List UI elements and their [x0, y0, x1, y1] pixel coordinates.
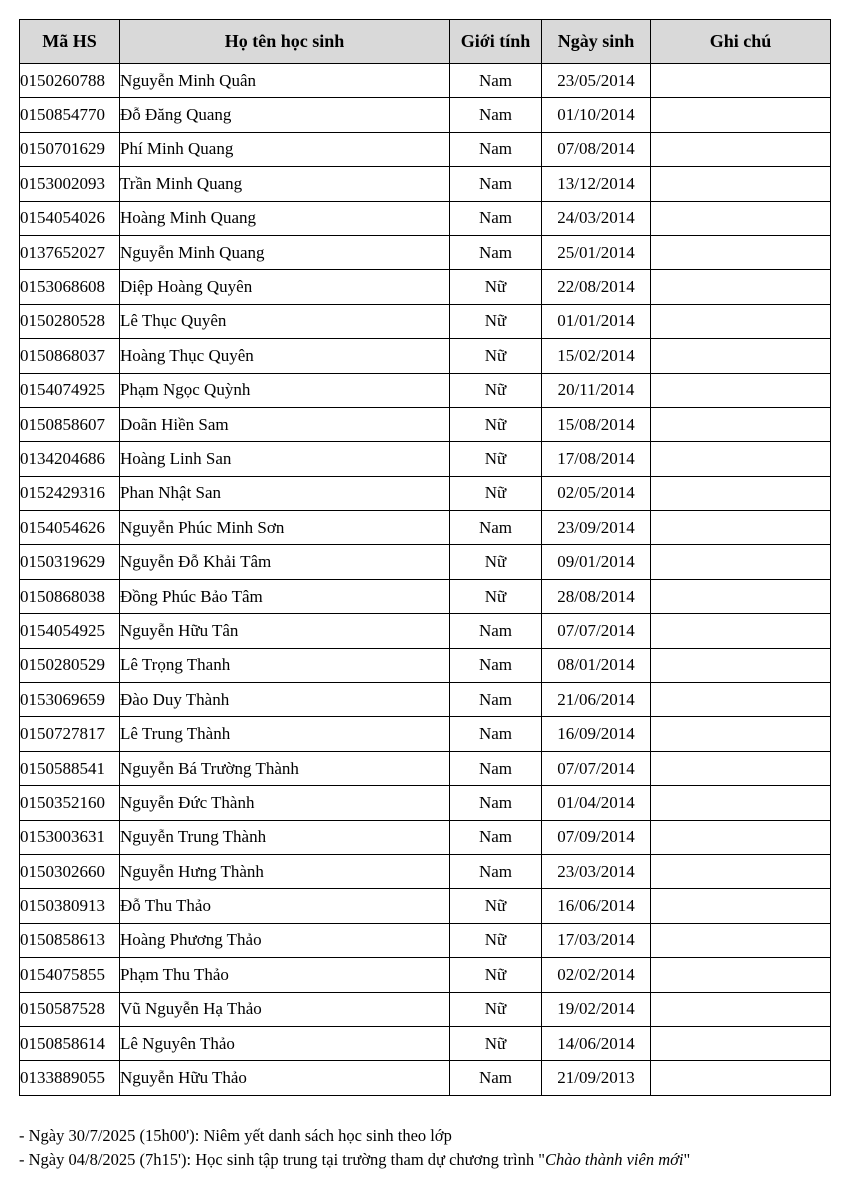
student-name-cell: Phạm Thu Thảo: [120, 958, 450, 992]
table-row: [20, 64, 831, 98]
student-roster-table: [19, 19, 831, 1096]
table-row: [20, 476, 831, 510]
note-cell: [651, 992, 831, 1026]
date-of-birth-cell: 01/01/2014: [542, 304, 651, 338]
student-name-cell: Lê Nguyên Thảo: [120, 1026, 450, 1060]
date-of-birth-cell: 16/06/2014: [542, 889, 651, 923]
gender-cell: Nữ: [450, 339, 542, 373]
date-of-birth-cell: 16/09/2014: [542, 717, 651, 751]
table-row: [20, 958, 831, 992]
date-of-birth-cell: 07/09/2014: [542, 820, 651, 854]
student-id-cell: 0150858613: [20, 923, 120, 957]
table-row: [20, 992, 831, 1026]
student-name-cell: Trần Minh Quang: [120, 167, 450, 201]
student-id-cell: 0134204686: [20, 442, 120, 476]
student-id-cell: 0150380913: [20, 889, 120, 923]
date-of-birth-cell: 15/08/2014: [542, 407, 651, 441]
student-name-cell: Lê Trọng Thanh: [120, 648, 450, 682]
gender-cell: Nam: [450, 511, 542, 545]
table-row: [20, 511, 831, 545]
note-cell: [651, 683, 831, 717]
student-id-cell: 0150868038: [20, 579, 120, 613]
student-name-cell: Hoàng Minh Quang: [120, 201, 450, 235]
date-of-birth-cell: 23/03/2014: [542, 854, 651, 888]
student-name-cell: Hoàng Thục Quyên: [120, 339, 450, 373]
date-of-birth-cell: 13/12/2014: [542, 167, 651, 201]
note-cell: [651, 889, 831, 923]
header-date-of-birth: Ngày sinh: [542, 20, 651, 64]
table-row: [20, 1061, 831, 1095]
student-name-cell: Vũ Nguyễn Hạ Thảo: [120, 992, 450, 1026]
note-cell: [651, 476, 831, 510]
date-of-birth-cell: 14/06/2014: [542, 1026, 651, 1060]
date-of-birth-cell: 01/04/2014: [542, 786, 651, 820]
note-cell: [651, 958, 831, 992]
date-of-birth-cell: 25/01/2014: [542, 235, 651, 269]
student-name-cell: Nguyễn Bá Trường Thành: [120, 751, 450, 785]
student-id-cell: 0150588541: [20, 751, 120, 785]
gender-cell: Nam: [450, 854, 542, 888]
table-row: [20, 648, 831, 682]
student-id-cell: 0150260788: [20, 64, 120, 98]
table-row: [20, 167, 831, 201]
header-full-name: Họ tên học sinh: [120, 20, 450, 64]
student-id-cell: 0153069659: [20, 683, 120, 717]
student-id-cell: 0137652027: [20, 235, 120, 269]
table-header: [20, 20, 831, 64]
date-of-birth-cell: 21/06/2014: [542, 683, 651, 717]
note-cell: [651, 167, 831, 201]
table-row: [20, 235, 831, 269]
gender-cell: Nữ: [450, 545, 542, 579]
note-cell: [651, 579, 831, 613]
table-row: [20, 407, 831, 441]
student-name-cell: Nguyễn Minh Quân: [120, 64, 450, 98]
date-of-birth-cell: 17/03/2014: [542, 923, 651, 957]
gender-cell: Nam: [450, 614, 542, 648]
student-id-cell: 0150587528: [20, 992, 120, 1026]
note-cell: [651, 717, 831, 751]
gender-cell: Nam: [450, 64, 542, 98]
note-cell: [651, 1061, 831, 1095]
date-of-birth-cell: 22/08/2014: [542, 270, 651, 304]
gender-cell: Nam: [450, 751, 542, 785]
table-row: [20, 786, 831, 820]
table-row: [20, 579, 831, 613]
gender-cell: Nữ: [450, 304, 542, 338]
header-gender: Giới tính: [450, 20, 542, 64]
gender-cell: Nữ: [450, 992, 542, 1026]
date-of-birth-cell: 15/02/2014: [542, 339, 651, 373]
date-of-birth-cell: 07/08/2014: [542, 132, 651, 166]
table-row: [20, 373, 831, 407]
student-name-cell: Đỗ Đăng Quang: [120, 98, 450, 132]
gender-cell: Nữ: [450, 579, 542, 613]
note-cell: [651, 820, 831, 854]
student-id-cell: 0133889055: [20, 1061, 120, 1095]
table-row: [20, 889, 831, 923]
note-line-gathering: [19, 1148, 690, 1172]
date-of-birth-cell: 07/07/2014: [542, 751, 651, 785]
gender-cell: Nữ: [450, 270, 542, 304]
student-name-cell: Đồng Phúc Bảo Tâm: [120, 579, 450, 613]
note-cell: [651, 304, 831, 338]
student-id-cell: 0152429316: [20, 476, 120, 510]
note-cell: [651, 511, 831, 545]
gender-cell: Nữ: [450, 923, 542, 957]
table-row: [20, 1026, 831, 1060]
student-name-cell: Hoàng Phương Thảo: [120, 923, 450, 957]
gender-cell: Nam: [450, 717, 542, 751]
date-of-birth-cell: 02/02/2014: [542, 958, 651, 992]
student-name-cell: Nguyễn Minh Quang: [120, 235, 450, 269]
student-id-cell: 0150858607: [20, 407, 120, 441]
header-row: [20, 20, 831, 64]
student-id-cell: 0150701629: [20, 132, 120, 166]
gender-cell: Nam: [450, 201, 542, 235]
note-cell: [651, 132, 831, 166]
note-cell: [651, 854, 831, 888]
note-cell: [651, 270, 831, 304]
student-id-cell: 0150727817: [20, 717, 120, 751]
table-row: [20, 820, 831, 854]
student-id-cell: 0150319629: [20, 545, 120, 579]
gender-cell: Nữ: [450, 1026, 542, 1060]
table-row: [20, 717, 831, 751]
note-line-gathering-prefix: - Ngày 04/8/2025 (7h15'): Học sinh tập trung tại trường tham dự chương trình ": [19, 1150, 545, 1169]
student-name-cell: Hoàng Linh San: [120, 442, 450, 476]
student-name-cell: Nguyễn Hữu Thảo: [120, 1061, 450, 1095]
note-cell: [651, 923, 831, 957]
student-id-cell: 0154074925: [20, 373, 120, 407]
gender-cell: Nam: [450, 786, 542, 820]
gender-cell: Nam: [450, 167, 542, 201]
table-row: [20, 614, 831, 648]
gender-cell: Nam: [450, 132, 542, 166]
table-row: [20, 201, 831, 235]
note-line-gathering-suffix: ": [683, 1150, 691, 1169]
note-cell: [651, 201, 831, 235]
table-row: [20, 545, 831, 579]
event-name: Chào thành viên mới: [545, 1150, 684, 1169]
date-of-birth-cell: 28/08/2014: [542, 579, 651, 613]
student-id-cell: 0150854770: [20, 98, 120, 132]
student-name-cell: Nguyễn Phúc Minh Sơn: [120, 511, 450, 545]
header-student-id: Mã HS: [20, 20, 120, 64]
student-id-cell: 0150280529: [20, 648, 120, 682]
student-name-cell: Phan Nhật San: [120, 476, 450, 510]
note-cell: [651, 235, 831, 269]
student-id-cell: 0150868037: [20, 339, 120, 373]
note-cell: [651, 751, 831, 785]
date-of-birth-cell: 20/11/2014: [542, 373, 651, 407]
student-id-cell: 0154054925: [20, 614, 120, 648]
date-of-birth-cell: 19/02/2014: [542, 992, 651, 1026]
table-row: [20, 854, 831, 888]
date-of-birth-cell: 02/05/2014: [542, 476, 651, 510]
gender-cell: Nam: [450, 1061, 542, 1095]
student-name-cell: Diệp Hoàng Quyên: [120, 270, 450, 304]
date-of-birth-cell: 23/09/2014: [542, 511, 651, 545]
student-id-cell: 0150280528: [20, 304, 120, 338]
student-name-cell: Nguyễn Đỗ Khải Tâm: [120, 545, 450, 579]
note-cell: [651, 648, 831, 682]
gender-cell: Nữ: [450, 373, 542, 407]
table-row: [20, 751, 831, 785]
gender-cell: Nam: [450, 820, 542, 854]
note-cell: [651, 98, 831, 132]
student-id-cell: 0150858614: [20, 1026, 120, 1060]
student-name-cell: Nguyễn Trung Thành: [120, 820, 450, 854]
date-of-birth-cell: 09/01/2014: [542, 545, 651, 579]
gender-cell: Nam: [450, 683, 542, 717]
table-row: [20, 132, 831, 166]
note-cell: [651, 373, 831, 407]
student-name-cell: Đỗ Thu Thảo: [120, 889, 450, 923]
student-id-cell: 0154054626: [20, 511, 120, 545]
table-body: [20, 64, 831, 1096]
date-of-birth-cell: 07/07/2014: [542, 614, 651, 648]
table-row: [20, 98, 831, 132]
note-line-posting: - Ngày 30/7/2025 (15h00'): Niêm yết danh sách học sinh theo lớp: [19, 1126, 452, 1145]
student-id-cell: 0150352160: [20, 786, 120, 820]
table-row: [20, 270, 831, 304]
note-cell: [651, 786, 831, 820]
gender-cell: Nam: [450, 235, 542, 269]
notes-section: [19, 1124, 690, 1172]
student-id-cell: 0153003631: [20, 820, 120, 854]
date-of-birth-cell: 08/01/2014: [542, 648, 651, 682]
table-row: [20, 442, 831, 476]
date-of-birth-cell: 17/08/2014: [542, 442, 651, 476]
gender-cell: Nữ: [450, 407, 542, 441]
student-id-cell: 0153068608: [20, 270, 120, 304]
header-note: Ghi chú: [651, 20, 831, 64]
student-name-cell: Nguyễn Hữu Tân: [120, 614, 450, 648]
gender-cell: Nam: [450, 648, 542, 682]
table-row: [20, 923, 831, 957]
student-name-cell: Nguyễn Đức Thành: [120, 786, 450, 820]
student-name-cell: Nguyễn Hưng Thành: [120, 854, 450, 888]
student-id-cell: 0154054026: [20, 201, 120, 235]
gender-cell: Nam: [450, 98, 542, 132]
note-cell: [651, 1026, 831, 1060]
student-id-cell: 0154075855: [20, 958, 120, 992]
note-cell: [651, 545, 831, 579]
date-of-birth-cell: 24/03/2014: [542, 201, 651, 235]
gender-cell: Nữ: [450, 442, 542, 476]
student-name-cell: Lê Trung Thành: [120, 717, 450, 751]
gender-cell: Nữ: [450, 476, 542, 510]
note-cell: [651, 339, 831, 373]
gender-cell: Nữ: [450, 958, 542, 992]
student-id-cell: 0150302660: [20, 854, 120, 888]
note-cell: [651, 442, 831, 476]
note-cell: [651, 614, 831, 648]
student-id-cell: 0153002093: [20, 167, 120, 201]
student-name-cell: Lê Thục Quyên: [120, 304, 450, 338]
table-row: [20, 339, 831, 373]
table-row: [20, 683, 831, 717]
student-name-cell: Đào Duy Thành: [120, 683, 450, 717]
date-of-birth-cell: 01/10/2014: [542, 98, 651, 132]
date-of-birth-cell: 21/09/2013: [542, 1061, 651, 1095]
note-cell: [651, 407, 831, 441]
student-name-cell: Phí Minh Quang: [120, 132, 450, 166]
date-of-birth-cell: 23/05/2014: [542, 64, 651, 98]
gender-cell: Nữ: [450, 889, 542, 923]
student-name-cell: Doãn Hiền Sam: [120, 407, 450, 441]
note-cell: [651, 64, 831, 98]
student-name-cell: Phạm Ngọc Quỳnh: [120, 373, 450, 407]
table-row: [20, 304, 831, 338]
